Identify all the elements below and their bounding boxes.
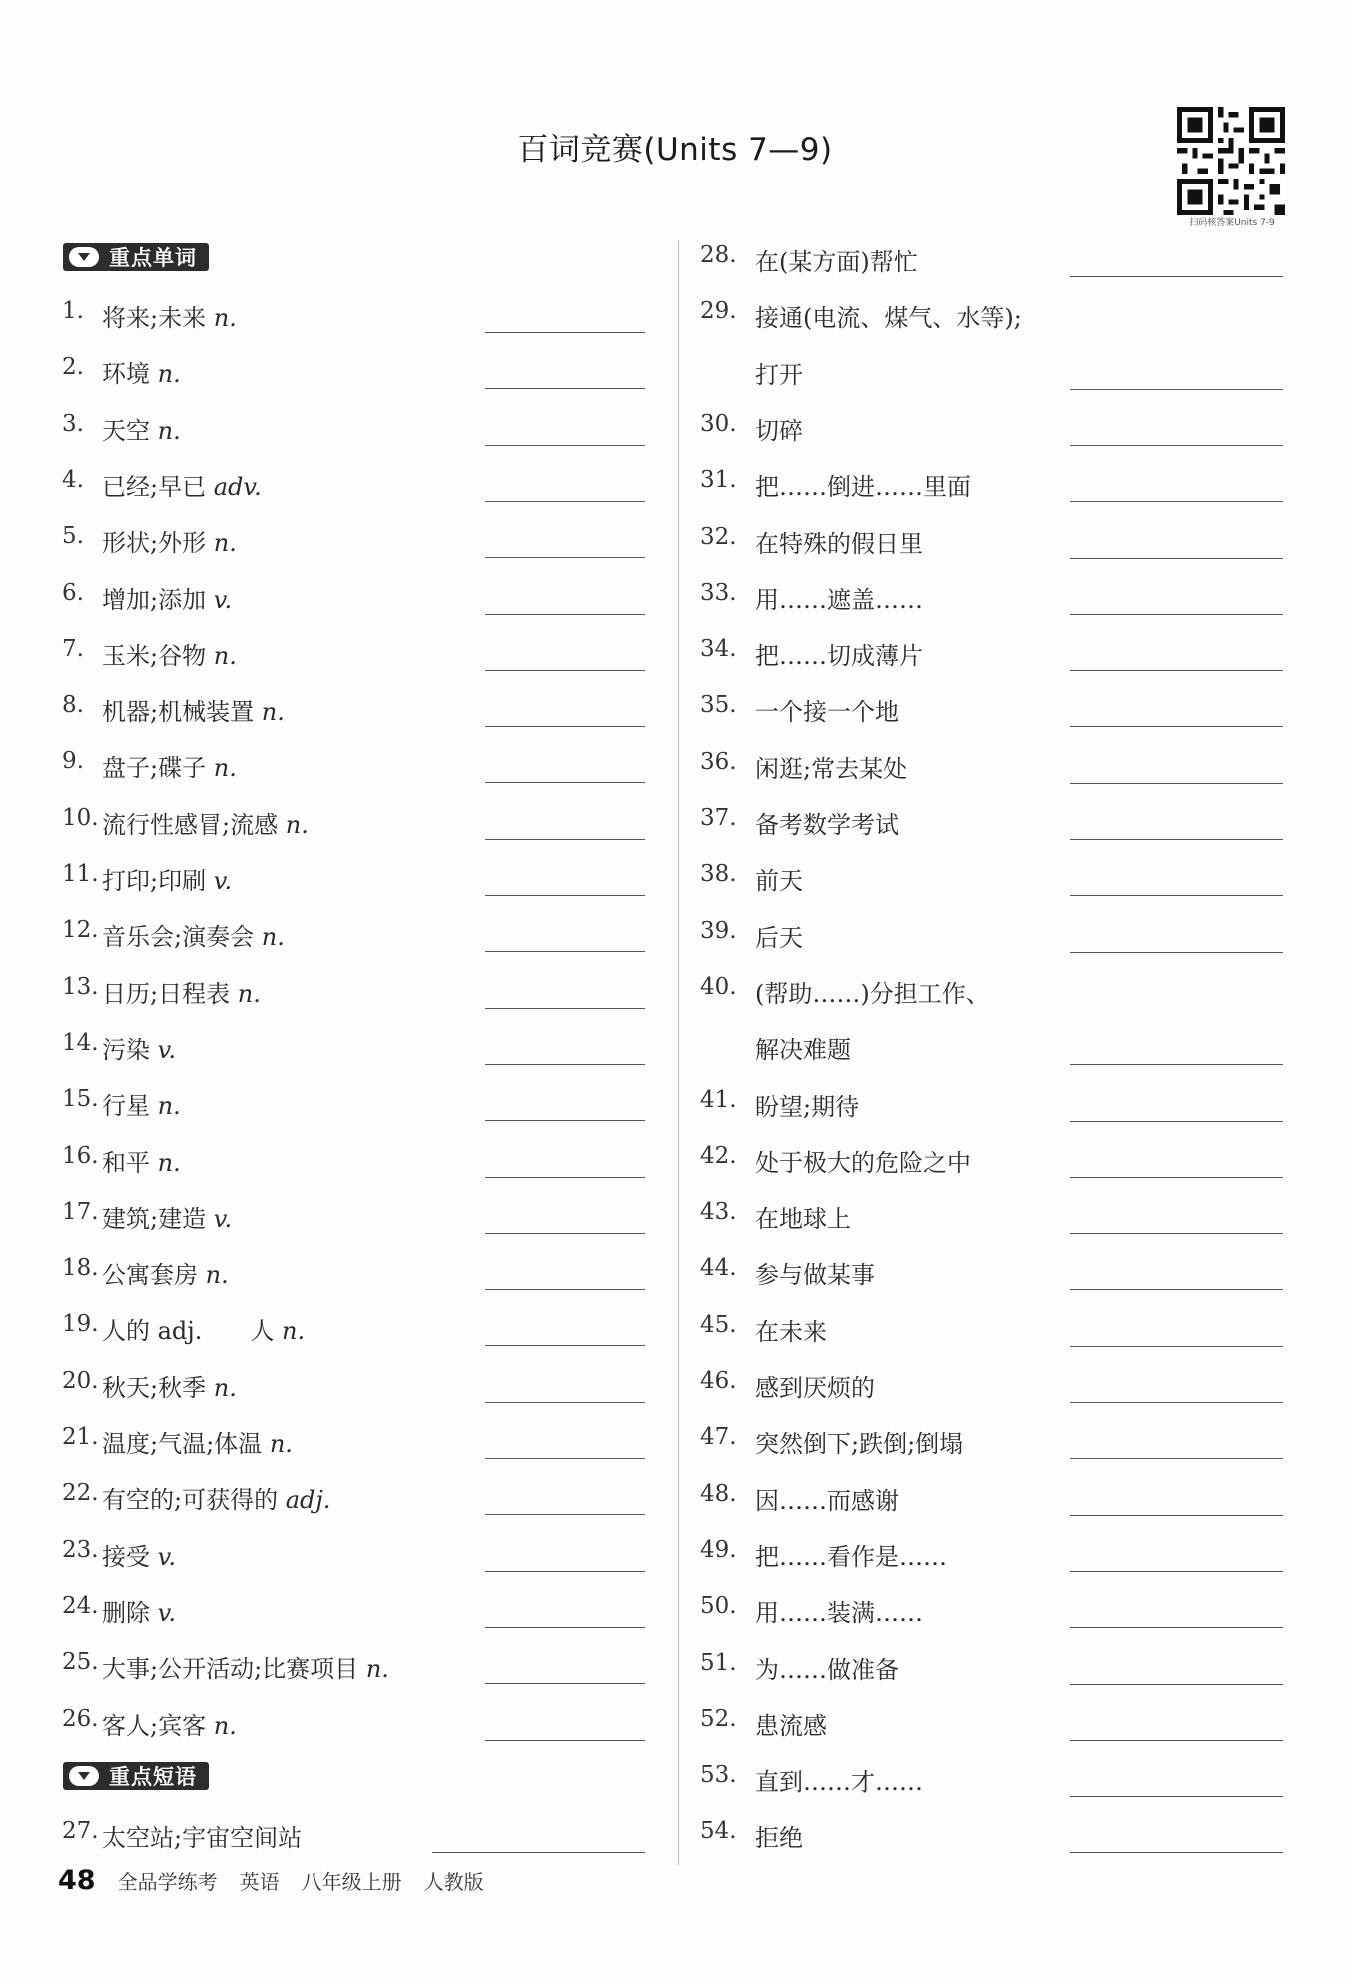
answer-blank[interactable] — [485, 670, 645, 671]
list-item — [700, 467, 1285, 507]
answer-blank[interactable] — [485, 501, 645, 502]
part-of-speech: n. — [205, 1261, 229, 1290]
list-item — [700, 636, 1285, 676]
item-number: 42. — [700, 1142, 737, 1169]
item-meaning: 日历;日程表 — [102, 979, 231, 1008]
answer-blank[interactable] — [485, 1120, 645, 1121]
item-text — [102, 1706, 237, 1741]
list-item — [62, 1199, 645, 1239]
list-item — [700, 973, 1285, 1065]
item-number: 14. — [62, 1029, 99, 1056]
list-item — [700, 1255, 1285, 1295]
list-item — [62, 298, 645, 338]
item-meaning: 音乐会;演奏会 — [102, 923, 255, 952]
answer-blank[interactable] — [1070, 895, 1283, 896]
item-meaning: 打印;印刷 — [102, 867, 207, 895]
item-text — [102, 917, 285, 952]
item-meaning: 太空站;宇宙空间站 — [102, 1824, 303, 1852]
item-text: 感到厌烦的 — [755, 1374, 875, 1402]
item-number: 23. — [62, 1536, 99, 1563]
item-number: 21. — [62, 1424, 99, 1450]
item-number: 41. — [700, 1086, 737, 1113]
part-of-speech: adv. — [213, 472, 262, 501]
list-item — [700, 242, 1285, 282]
list-item — [62, 1649, 645, 1689]
part-of-speech: n. — [157, 1092, 181, 1121]
item-number: 53. — [700, 1762, 737, 1789]
answer-blank[interactable] — [1070, 1289, 1283, 1290]
book-name: 全品学练考 — [117, 1870, 218, 1894]
answer-blank[interactable] — [485, 445, 645, 446]
list-item — [700, 524, 1285, 564]
item-text — [102, 861, 232, 896]
item-text — [102, 692, 285, 727]
item-text — [102, 1311, 305, 1346]
answer-blank[interactable] — [485, 951, 645, 952]
list-item — [700, 1143, 1285, 1183]
answer-blank[interactable] — [1070, 276, 1283, 277]
item-number: 37. — [700, 805, 737, 831]
item-text — [102, 1537, 176, 1572]
chevron-down-icon — [69, 247, 99, 267]
item-number: 32. — [700, 523, 737, 550]
list-item — [62, 805, 645, 845]
list-item — [62, 1480, 645, 1520]
list-item — [700, 861, 1285, 901]
list-item — [62, 354, 645, 394]
list-item — [62, 1537, 645, 1577]
answer-blank[interactable] — [1070, 1740, 1283, 1741]
part-of-speech: n. — [285, 810, 309, 839]
list-item — [62, 1086, 645, 1126]
answer-blank[interactable] — [1070, 670, 1283, 671]
list-item — [700, 298, 1285, 389]
answer-blank[interactable] — [485, 1233, 645, 1234]
list-item — [62, 1706, 645, 1746]
item-number: 47. — [700, 1424, 737, 1451]
list-item — [700, 749, 1285, 789]
item-text — [102, 298, 237, 333]
item-meaning: 公寓套房 — [102, 1261, 198, 1290]
part-of-speech: n. — [213, 1711, 237, 1740]
item-text: 在未来 — [755, 1317, 827, 1346]
item-number: 50. — [700, 1593, 737, 1620]
part-of-speech: n. — [213, 529, 237, 558]
item-text — [102, 805, 309, 840]
item-text: 闲逛;常去某处 — [755, 754, 908, 783]
answer-blank[interactable] — [1070, 1796, 1283, 1797]
item-number: 8. — [62, 692, 84, 719]
item-text — [102, 1143, 181, 1178]
item-meaning: 人的 adj. 人 — [102, 1317, 275, 1346]
answer-blank[interactable] — [1070, 1233, 1283, 1234]
item-text: 直到……才…… — [755, 1768, 923, 1797]
list-item — [700, 1593, 1285, 1633]
item-number: 18. — [62, 1255, 99, 1282]
section-title: 重点短语 — [109, 1765, 197, 1789]
list-item — [700, 1706, 1285, 1746]
answer-blank[interactable] — [485, 726, 645, 727]
item-number: 29. — [700, 298, 737, 325]
item-text: 盼望;期待 — [755, 1092, 860, 1121]
item-meaning: 建筑;建造 — [102, 1204, 207, 1233]
list-item — [62, 580, 645, 620]
item-number: 26. — [62, 1705, 99, 1732]
list-item — [700, 1312, 1285, 1352]
answer-blank[interactable] — [485, 388, 645, 389]
item-text: 接通(电流、煤气、水等); — [755, 304, 1022, 333]
item-number: 4. — [62, 466, 84, 493]
item-text — [102, 1818, 302, 1853]
grade: 八年级上册 — [301, 1870, 402, 1894]
list-item — [62, 1424, 645, 1464]
list-item — [700, 692, 1285, 732]
list-item — [62, 1368, 645, 1408]
item-meaning: 形状;外形 — [102, 529, 207, 558]
item-meaning: 秋天;秋季 — [102, 1373, 207, 1402]
answer-blank[interactable] — [1070, 1064, 1283, 1065]
list-item — [700, 1762, 1285, 1802]
item-text: 拒绝 — [755, 1824, 803, 1853]
item-text — [102, 1199, 232, 1234]
part-of-speech: n. — [213, 641, 237, 670]
item-meaning: 删除 — [102, 1598, 150, 1627]
list-item — [62, 1030, 645, 1070]
item-text — [102, 411, 181, 446]
item-text: 一个接一个地 — [755, 698, 899, 727]
answer-blank[interactable] — [485, 839, 645, 840]
item-number: 38. — [700, 861, 737, 888]
list-item — [700, 1087, 1285, 1127]
item-meaning: 玉米;谷物 — [102, 641, 207, 670]
item-text — [102, 974, 261, 1009]
section-header-phrases — [63, 1762, 209, 1790]
list-item — [700, 1368, 1285, 1408]
item-meaning: 环境 — [102, 360, 150, 389]
list-item — [62, 1311, 645, 1351]
item-meaning: 盘子;碟子 — [102, 754, 207, 783]
answer-blank[interactable] — [485, 895, 645, 896]
item-number: 54. — [700, 1818, 737, 1845]
page-title: 百词竞赛(Units 7—9) — [517, 132, 833, 168]
item-text: 处于极大的危险之中 — [755, 1148, 971, 1177]
list-item — [700, 1537, 1285, 1577]
item-text — [102, 636, 237, 671]
item-number: 43. — [700, 1199, 737, 1226]
item-meaning: 客人;宾客 — [102, 1711, 207, 1740]
item-text: 后天 — [755, 923, 803, 952]
answer-blank[interactable] — [1070, 1402, 1283, 1403]
qr-code-icon[interactable] — [1177, 107, 1285, 215]
answer-blank[interactable] — [1070, 1571, 1283, 1572]
item-number: 16. — [62, 1142, 99, 1169]
item-number: 28. — [700, 242, 737, 268]
item-text — [102, 1424, 293, 1459]
answer-blank[interactable] — [1070, 501, 1283, 502]
item-number: 30. — [700, 410, 737, 437]
part-of-speech: v. — [157, 1542, 176, 1571]
item-text: 用……遮盖…… — [755, 585, 923, 614]
list-item — [62, 1143, 645, 1183]
list-item — [700, 805, 1285, 845]
answer-blank[interactable] — [1070, 1515, 1283, 1516]
list-item — [700, 1818, 1285, 1858]
item-meaning: 已经;早已 — [102, 472, 207, 501]
part-of-speech: n. — [213, 304, 237, 332]
answer-blank[interactable] — [485, 557, 645, 558]
answer-blank[interactable] — [485, 1514, 645, 1515]
list-item — [62, 636, 645, 676]
item-text: 用……装满…… — [755, 1599, 923, 1628]
item-number: 2. — [62, 354, 84, 381]
item-number: 45. — [700, 1311, 737, 1338]
item-text — [102, 523, 237, 558]
answer-blank[interactable] — [1070, 1346, 1283, 1347]
item-meaning: 大事;公开活动;比赛项目 — [102, 1655, 359, 1684]
chevron-down-icon — [69, 1766, 99, 1786]
answer-blank[interactable] — [485, 1458, 645, 1459]
item-number: 20. — [62, 1367, 99, 1394]
item-number: 6. — [62, 579, 84, 606]
list-item — [700, 1481, 1285, 1521]
item-text — [102, 748, 237, 783]
section-title: 重点单词 — [109, 246, 197, 270]
answer-blank[interactable] — [1070, 952, 1283, 953]
part-of-speech: n. — [282, 1317, 306, 1346]
item-meaning: 增加;添加 — [102, 585, 207, 614]
item-meaning: 有空的;可获得的 — [102, 1486, 279, 1515]
answer-blank[interactable] — [485, 1402, 645, 1403]
item-number: 46. — [700, 1368, 737, 1394]
item-number: 40. — [700, 973, 737, 1000]
part-of-speech: v. — [157, 1598, 176, 1627]
answer-blank[interactable] — [1070, 1627, 1283, 1628]
item-text: (帮助……)分担工作、 — [755, 979, 990, 1008]
answer-blank[interactable] — [485, 1177, 645, 1178]
item-meaning: 天空 — [102, 416, 150, 445]
item-text: 因……而感谢 — [755, 1486, 899, 1515]
item-text: 在特殊的假日里 — [755, 529, 923, 558]
part-of-speech: n. — [157, 360, 181, 389]
item-text — [102, 467, 262, 502]
answer-blank[interactable] — [1070, 1121, 1283, 1122]
answer-blank[interactable] — [485, 782, 645, 783]
answer-blank[interactable] — [1070, 839, 1283, 840]
item-number: 11. — [62, 861, 99, 887]
item-number: 1. — [62, 298, 84, 324]
item-text — [102, 1593, 176, 1628]
answer-blank[interactable] — [485, 332, 645, 333]
list-item — [700, 1650, 1285, 1690]
part-of-speech: n. — [261, 698, 285, 727]
item-text — [102, 1368, 237, 1403]
part-of-speech: n. — [237, 979, 261, 1008]
list-item — [700, 1424, 1285, 1464]
answer-blank[interactable] — [485, 1008, 645, 1009]
item-number: 36. — [700, 748, 737, 775]
list-item — [62, 467, 645, 507]
item-text: 前天 — [755, 867, 803, 896]
item-number: 44. — [700, 1255, 737, 1282]
part-of-speech: n. — [213, 754, 237, 783]
item-text — [102, 1030, 176, 1065]
answer-blank[interactable] — [1070, 614, 1283, 615]
item-number: 48. — [700, 1480, 737, 1507]
item-number: 17. — [62, 1198, 99, 1225]
list-item — [62, 692, 645, 732]
answer-blank[interactable] — [485, 1571, 645, 1572]
answer-blank[interactable] — [1070, 1177, 1283, 1178]
part-of-speech: n. — [261, 923, 285, 952]
item-text: 在地球上 — [755, 1205, 851, 1234]
item-text — [102, 1086, 181, 1121]
edition: 人教版 — [423, 1870, 484, 1894]
item-number: 13. — [62, 973, 99, 1000]
list-item — [700, 411, 1285, 451]
list-item — [700, 580, 1285, 620]
part-of-speech: v. — [157, 1035, 176, 1064]
item-number: 12. — [62, 917, 99, 944]
answer-blank[interactable] — [485, 1064, 645, 1065]
item-meaning: 机器;机械装置 — [102, 698, 255, 727]
item-text: 把……倒进……里面 — [755, 473, 971, 502]
column-divider — [678, 240, 679, 1865]
answer-blank[interactable] — [485, 1683, 645, 1684]
part-of-speech: v. — [213, 867, 233, 895]
item-number: 15. — [62, 1086, 99, 1113]
part-of-speech: n. — [365, 1655, 389, 1684]
answer-blank[interactable] — [485, 1740, 645, 1741]
item-number: 27. — [62, 1818, 99, 1844]
item-number: 39. — [700, 917, 737, 944]
item-text: 在(某方面)帮忙 — [755, 248, 918, 276]
answer-blank[interactable] — [1070, 1852, 1283, 1853]
list-item — [62, 1255, 645, 1295]
item-meaning: 接受 — [102, 1542, 150, 1571]
item-text — [102, 354, 181, 389]
list-item — [700, 918, 1285, 958]
item-text: 突然倒下;跌倒;倒塌 — [755, 1430, 964, 1459]
part-of-speech: n. — [157, 1148, 181, 1177]
section-header-words — [63, 243, 209, 271]
answer-blank[interactable] — [1070, 726, 1283, 727]
item-text-continued: 打开 — [755, 360, 803, 389]
item-text — [102, 1255, 229, 1290]
item-text: 患流感 — [755, 1711, 827, 1740]
list-item — [62, 974, 645, 1014]
list-item — [62, 917, 645, 957]
list-item — [62, 1818, 645, 1858]
item-meaning: 污染 — [102, 1035, 150, 1064]
item-meaning: 行星 — [102, 1092, 150, 1121]
item-number: 9. — [62, 748, 84, 775]
item-text — [102, 1480, 330, 1515]
item-meaning: 和平 — [102, 1148, 150, 1177]
item-text — [102, 1649, 389, 1684]
part-of-speech: v. — [213, 585, 233, 614]
item-text: 切碎 — [755, 416, 803, 445]
part-of-speech: adj. — [285, 1486, 331, 1515]
answer-blank[interactable] — [485, 1345, 645, 1346]
part-of-speech: n. — [157, 416, 181, 445]
item-text: 参与做某事 — [755, 1261, 875, 1290]
item-number: 49. — [700, 1536, 737, 1563]
list-item — [62, 748, 645, 788]
answer-blank[interactable] — [432, 1852, 645, 1853]
item-number: 35. — [700, 692, 737, 719]
item-text — [102, 580, 232, 615]
footer — [58, 1865, 506, 1896]
answer-blank[interactable] — [1070, 558, 1283, 559]
answer-blank[interactable] — [1070, 389, 1283, 390]
part-of-speech: n. — [213, 1373, 237, 1402]
item-number: 19. — [62, 1311, 99, 1338]
item-number: 7. — [62, 635, 84, 662]
item-number: 22. — [62, 1480, 99, 1507]
item-number: 10. — [62, 804, 99, 831]
item-number: 25. — [62, 1649, 99, 1676]
answer-blank[interactable] — [1070, 1458, 1283, 1459]
item-number: 24. — [62, 1592, 99, 1619]
item-number: 33. — [700, 579, 737, 606]
item-text: 为……做准备 — [755, 1655, 899, 1684]
answer-blank[interactable] — [485, 1289, 645, 1290]
item-number: 34. — [700, 636, 737, 663]
part-of-speech: v. — [213, 1204, 233, 1233]
item-number: 51. — [700, 1649, 737, 1676]
item-number: 3. — [62, 410, 84, 437]
item-text: 把……看作是…… — [755, 1542, 947, 1571]
item-meaning: 将来;未来 — [102, 304, 207, 332]
answer-blank[interactable] — [485, 614, 645, 615]
item-text: 把……切成薄片 — [755, 642, 923, 671]
answer-blank[interactable] — [1070, 783, 1283, 784]
item-text: 备考数学考试 — [755, 811, 899, 839]
list-item — [62, 523, 645, 563]
item-meaning: 温度;气温;体温 — [102, 1430, 263, 1458]
answer-blank[interactable] — [1070, 445, 1283, 446]
part-of-speech: n. — [269, 1430, 293, 1458]
list-item — [62, 861, 645, 901]
item-meaning: 流行性感冒;流感 — [102, 810, 279, 839]
list-item — [62, 1593, 645, 1633]
item-number: 31. — [700, 467, 737, 494]
item-number: 52. — [700, 1705, 737, 1732]
answer-blank[interactable] — [485, 1627, 645, 1628]
qr-caption: 扫码核答案Units 7-9 — [1189, 218, 1275, 228]
subject: 英语 — [239, 1870, 280, 1894]
list-item — [62, 411, 645, 451]
page-number: 48 — [58, 1865, 96, 1896]
item-number: 5. — [62, 523, 84, 550]
item-text-continued: 解决难题 — [755, 1036, 851, 1065]
list-item — [700, 1199, 1285, 1239]
answer-blank[interactable] — [1070, 1684, 1283, 1685]
